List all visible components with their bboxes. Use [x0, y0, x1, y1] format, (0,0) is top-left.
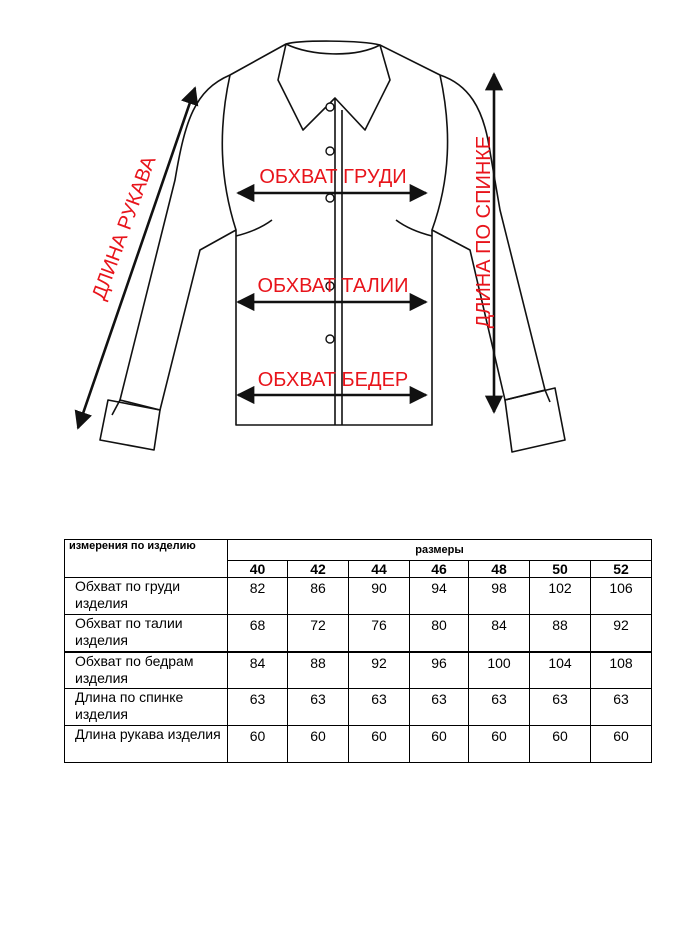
- table-cell: 88: [288, 652, 349, 689]
- size-header-cell: 44: [349, 561, 410, 578]
- table-cell: 63: [410, 689, 469, 726]
- table-cell: 92: [591, 615, 652, 652]
- hips-label: ОБХВАТ БЕДЕР: [257, 369, 409, 391]
- table-cell: 60: [469, 726, 530, 763]
- row-label: Длина рукава изделия: [65, 726, 228, 763]
- table-cell: 63: [349, 689, 410, 726]
- button: [326, 335, 334, 343]
- table-cell: 76: [349, 615, 410, 652]
- buttons: [326, 103, 334, 343]
- table-cell: 100: [469, 652, 530, 689]
- table-row: [65, 726, 652, 763]
- sleeve-arrow: [78, 88, 195, 428]
- table-row: [65, 615, 652, 652]
- table-cell: 88: [530, 615, 591, 652]
- table-cell: 63: [288, 689, 349, 726]
- table-cell: 60: [288, 726, 349, 763]
- measure-header: измерения по изделию: [65, 540, 228, 578]
- size-header-cell: 50: [530, 561, 591, 578]
- size-header-cell: 48: [469, 561, 530, 578]
- size-table: [64, 539, 652, 763]
- table-cell: 63: [591, 689, 652, 726]
- table-cell: 106: [591, 578, 652, 615]
- row-label: Обхват по бедрам изделия: [65, 652, 228, 689]
- chest-label: ОБХВАТ ГРУДИ: [259, 166, 407, 188]
- table-cell: 86: [288, 578, 349, 615]
- table-cell: 108: [591, 652, 652, 689]
- size-header-cell: 46: [410, 561, 469, 578]
- waist-label: ОБХВАТ ТАЛИИ: [257, 275, 409, 297]
- sizes-header: размеры: [228, 540, 652, 561]
- table-cell: 84: [228, 652, 288, 689]
- table-cell: 96: [410, 652, 469, 689]
- table-cell: 84: [469, 615, 530, 652]
- table-cell: 92: [349, 652, 410, 689]
- table-cell: 80: [410, 615, 469, 652]
- table-row: [65, 578, 652, 615]
- table-cell: 82: [228, 578, 288, 615]
- table-cell: 60: [349, 726, 410, 763]
- table-row: [65, 652, 652, 689]
- table-cell: 63: [228, 689, 288, 726]
- back-label: ДЛИНА ПО СПИНКЕ: [473, 135, 495, 329]
- table-cell: 63: [469, 689, 530, 726]
- row-label: Обхват по груди изделия: [65, 578, 228, 615]
- table-cell: 60: [410, 726, 469, 763]
- table-cell: 98: [469, 578, 530, 615]
- table-cell: 60: [591, 726, 652, 763]
- table-cell: 104: [530, 652, 591, 689]
- button: [326, 147, 334, 155]
- table-cell: 102: [530, 578, 591, 615]
- table-cell: 90: [349, 578, 410, 615]
- table-cell: 60: [228, 726, 288, 763]
- table-row: [65, 689, 652, 726]
- table-cell: 72: [288, 615, 349, 652]
- table-cell: 60: [530, 726, 591, 763]
- button: [326, 103, 334, 111]
- table-cell: 63: [530, 689, 591, 726]
- button: [326, 194, 334, 202]
- size-header-cell: 52: [591, 561, 652, 578]
- row-label: Обхват по талии изделия: [65, 615, 228, 652]
- size-header-cell: 42: [288, 561, 349, 578]
- sleeve-label: ДЛИНА РУКАВА: [88, 153, 161, 303]
- table-cell: 94: [410, 578, 469, 615]
- size-header-cell: 40: [228, 561, 288, 578]
- table-cell: 68: [228, 615, 288, 652]
- row-label: Длина по спинке изделия: [65, 689, 228, 726]
